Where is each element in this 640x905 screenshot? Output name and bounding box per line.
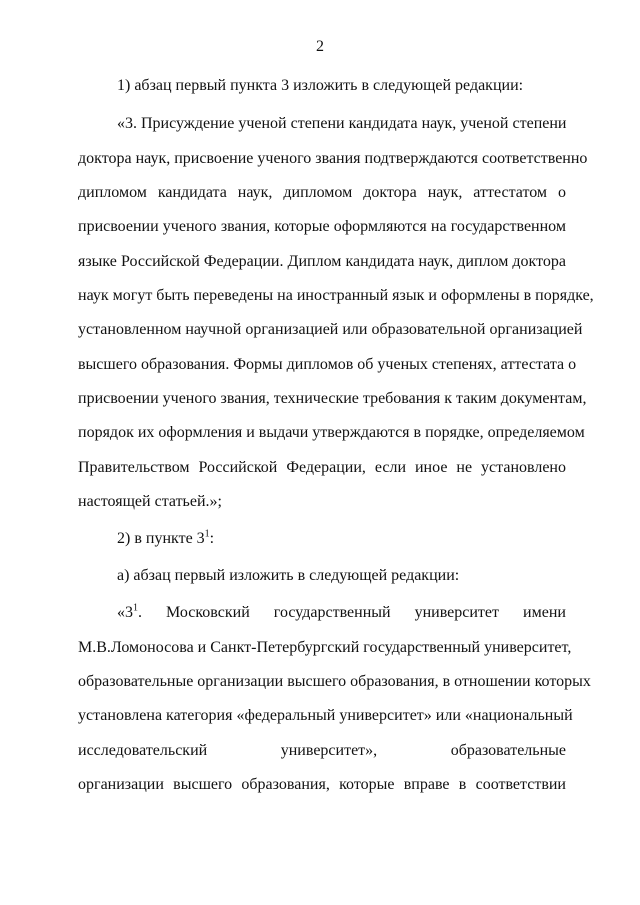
paragraph-line: наук могут быть переведены на иностранный язык и оформлены в порядке, [78,287,594,304]
period-text: . [138,604,142,621]
paragraph-line: «3. Присуждение ученой степени кандидата наук, ученой степени [117,115,567,132]
paragraph-line: установлена категория «федеральный университет» или «национальный [78,707,573,724]
colon-text: : [209,530,215,547]
word-imeni: имени [523,604,566,621]
paragraph-line-point-3-1 [117,529,566,549]
paragraph-line: образовательные организации высшего образования, в отношении которых [78,673,591,690]
paragraph-line: языке Российской Федерации. Диплом кандидата наук, диплом доктора [78,253,566,270]
paragraph-line: 1) абзац первый пункта 3 изложить в следующей редакции: [117,77,524,94]
quote-3-1-prefix: «3 [117,604,133,621]
paragraph-line: присвоении ученого звания, технические требования к таким документам, [78,390,587,407]
quote-start-group [117,603,142,623]
superscript-1: 1 [204,528,210,540]
paragraph-line: установленном научной организацией или образовательной организацией [78,321,583,338]
superscript-1: 1 [133,602,138,614]
paragraph-line: а) абзац первый изложить в следующей редакции: [117,567,460,584]
paragraph-line: порядок их оформления и выдачи утверждаются в порядке, определяемом [78,424,585,441]
paragraph-line: высшего образования. Формы дипломов об ученых степенях, аттестата о [78,356,577,373]
paragraph-line: Правительством Российской Федерации, если иное не установлено [78,459,566,476]
paragraph-line: настоящей статьей.»; [78,493,222,510]
paragraph-line: организации высшего образования, которые вправе в соответствии [78,776,566,793]
paragraph-line: М.В.Ломоносова и Санкт-Петербургский государственный университет, [78,639,572,656]
point-3-1-text: 2) в пункте 3 [117,530,205,547]
word-gosudarstvenny: государственный [273,604,391,621]
paragraph-line: дипломом кандидата наук, дипломом доктора наук, аттестатом о [78,184,566,201]
paragraph-line: исследовательский университет», образовательные [78,742,566,759]
paragraph-line-3-1-quote [117,603,566,623]
word-universitet: университет [414,604,500,621]
paragraph-line: доктора наук, присвоение ученого звания подтверждаются соответственно [78,150,588,167]
page-number: 2 [316,38,324,55]
paragraph-line: присвоении ученого звания, которые оформляются на государственном [78,218,566,235]
word-moskovskiy: Московский [166,604,250,621]
